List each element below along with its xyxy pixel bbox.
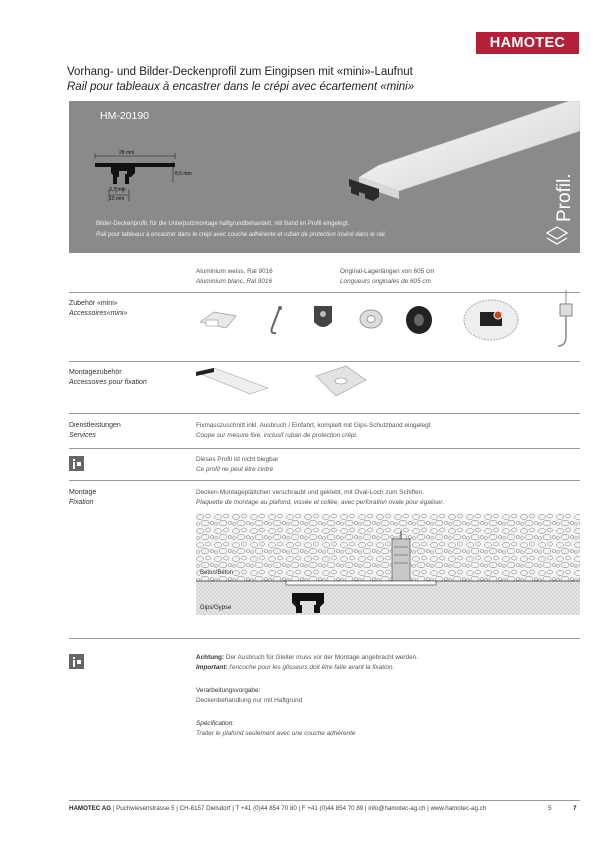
product-code: HM-20190	[100, 110, 150, 122]
footer-company: HAMOTEC AG	[69, 805, 112, 812]
profile-logo-icon	[545, 225, 569, 247]
info-icon	[69, 456, 84, 471]
montage-label-de: Montage	[69, 489, 97, 496]
accessory-hook-icon	[266, 304, 288, 336]
montage-text-de: Decken-Montageplättchen verschraubt und geklebt, mit Oval-Loch zum Schiften.	[196, 489, 425, 496]
montage-label-fr: Fixation	[69, 499, 94, 506]
mounting-plate-icon	[312, 364, 368, 398]
note-bend-fr: Ce profil ne peut être cintré	[196, 466, 274, 473]
finish-fr: Aluminium blanc, Ral 9016	[196, 278, 273, 285]
accessories-label-de: Zubehör «mini»	[69, 300, 118, 307]
hero-description-de: Bilder-Deckenprofil, für die Unterputzmontage haftgrundbehandelt, mit Band im Profil eingelegt.	[96, 221, 350, 227]
installation-diagram	[196, 513, 580, 625]
length-de: Original-Lagerlängen von 605 cm	[340, 268, 435, 275]
finish-de: Aluminium weiss, Ral 9016	[196, 268, 273, 275]
attention-label: Achtung:	[196, 654, 225, 661]
accessory-clip-icon	[308, 302, 338, 336]
note-bend-de: Dieses Profil ist nicht biegbar	[196, 456, 279, 463]
spec-fr-text: Traiter le plafond seulement avec une couche adhérente	[196, 730, 356, 737]
spec-fr-title: Spécification:	[196, 720, 235, 727]
footer-divider	[69, 800, 580, 801]
important-label: Important:	[196, 664, 228, 671]
accessory-wire-spool-icon	[404, 304, 434, 336]
profil-side-label: Profil.	[554, 173, 575, 222]
page-title: Vorhang- und Bilder-Deckenprofil zum Eingipsen mit «mini»-Laufnut	[67, 66, 413, 78]
info-icon	[69, 654, 84, 669]
hero-description-fr: Rail pour tableaux à encastrer dans le crépi avec couche adhérente et ruban de protection inséré dans le rail.	[96, 232, 387, 238]
length-fr: Longueurs originales de 605 cm	[340, 278, 431, 285]
mounting-profile-icon	[194, 364, 270, 398]
page-subtitle: Rail pour tableaux à encastrer dans le crépi avec écartement «mini»	[67, 81, 415, 93]
accessory-hanger-icon	[554, 290, 580, 354]
divider	[69, 361, 580, 362]
profile-cross-section	[69, 101, 229, 211]
divider	[69, 480, 580, 481]
services-label-de: Dienstleistungen	[69, 422, 121, 429]
accessories-label-fr: Accessoires«mini»	[69, 310, 128, 317]
accessory-glider-detail-icon	[462, 298, 520, 342]
divider	[69, 413, 580, 414]
hero-panel	[69, 101, 580, 253]
divider	[69, 638, 580, 639]
mounting-accessories-label-de: Montagezubehör	[69, 369, 122, 376]
gips-label: Gips/Gypse	[200, 605, 232, 611]
dim-slot-label: 3,7 mm	[109, 187, 126, 193]
services-text-de: Fixmasszuschnitt inkl. Ausbruch / Einfahrt, komplett mit Gips-Schutzband eingelegt	[196, 422, 431, 429]
montage-text-fr: Plaquette de montage au plafond, vissée et collée, avec perforation ovale pour égaliser.	[196, 499, 445, 506]
spec-de-title: Verarbeitungsvorgabe:	[196, 687, 261, 694]
page-number-right: 7	[573, 805, 577, 812]
spec-de-text: Deckenbehandlung nur mit Haftgrund	[196, 697, 303, 704]
dim-height-label: 8,5 mm	[175, 171, 192, 177]
attention-line	[196, 654, 418, 661]
divider	[69, 292, 580, 293]
mounting-accessories-label-fr: Accessoires pour fixation	[69, 379, 147, 386]
brand-logo: HAMOTEC	[476, 32, 579, 54]
installation-drawing	[196, 513, 580, 625]
services-label-fr: Services	[69, 432, 96, 439]
profile-rendering	[339, 101, 580, 211]
dim-width-label: 28 mm	[119, 150, 135, 156]
important-text: l'encoche pour les glisseurs doit être faite avant la fixation.	[229, 664, 395, 671]
beton-label: Beton/Béton	[200, 570, 234, 576]
attention-text: Der Ausbruch für Gleiter muss vor der Montage angebracht werden.	[225, 654, 418, 661]
footer-address: | Puchwiesenstrasse 5 | CH-8157 Dielsdorf | T +41 (0)44 854 70 80 | F +41 (0)44 854 70 89 | info@hamotec-ag.ch | www.hamotec-ag.ch	[112, 805, 487, 812]
divider	[69, 448, 580, 449]
page-number-left: 5	[548, 805, 552, 812]
important-line	[196, 664, 394, 671]
accessory-roller-icon	[358, 308, 384, 330]
footer-contact	[69, 805, 486, 812]
services-text-fr: Coupe sur mesure fixe, inclusif ruban de protection crépi.	[196, 432, 358, 439]
accessory-glider-icon	[196, 306, 242, 334]
dim-groove-label: 10 mm	[109, 196, 125, 202]
